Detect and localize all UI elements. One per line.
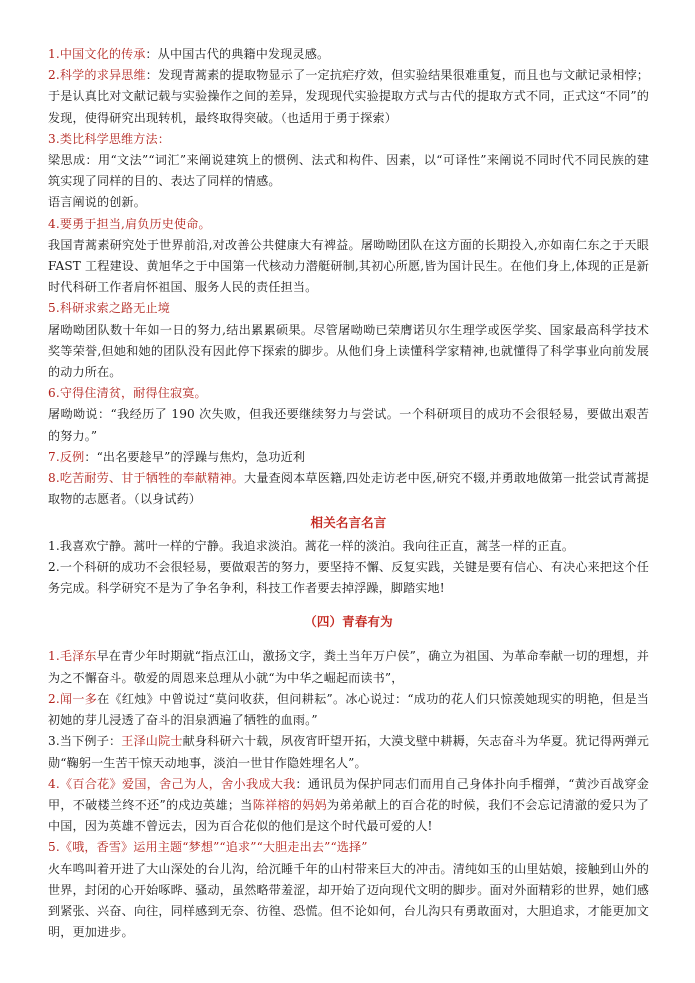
section-title-youth: （四）青春有为: [304, 614, 393, 630]
text-run: ：通讯员为保护同志们而用自己身体扑向手榴弹，“黄沙百战穿金甲，不破楼兰终不还”的戍边英雄；当: [48, 776, 649, 812]
paragraph: [48, 646, 649, 688]
point-text: ：发现青蒿素的提取物显示了一定抗疟疗效，但实验结果很难重复，而且也与文献记录相悖；于是认真比对文献记载与实验操作之间的差异，发现现代实验提取方式与古代的提取方式不同，正式这“不同”的发现，使得研究出现转机，最终取得突破。（也适用于勇于探索）: [48, 68, 650, 125]
paragraph: [48, 383, 649, 404]
paragraph: [48, 731, 649, 773]
text-run: 3.当下例子：: [48, 734, 122, 749]
paragraph: [48, 214, 649, 235]
highlight-text: 2.闻一多: [48, 691, 98, 706]
highlight-text: 1.毛泽东: [48, 649, 97, 664]
point-text: ：“出名要趁早”的浮躁与焦灼，急功近利: [84, 449, 306, 464]
paragraph: [48, 404, 649, 446]
paragraph: [48, 298, 649, 319]
paragraph: [48, 65, 649, 129]
point-text: 大量查阅本草医籍,四处走访老中医,研究不辍,并勇敢地做第一批尝试青蒿提取物的志愿者。（以身试药）: [48, 471, 649, 507]
point-heading: 2.科学的求异思维: [48, 68, 146, 83]
point-heading: 1.中国文化的传承: [48, 47, 146, 61]
text-run: 献身科研六十载，夙夜宵旰望开拓，大漠戈壁中耕耨，矢志奋斗为华夏。犹记得两弹元勋“鞠躬一生苦干惊天动地事，淡泊一世甘作隐姓埋名人”。: [48, 734, 649, 770]
paragraph: [48, 44, 649, 65]
text-run: 早在青少年时期就“指点江山，激扬文字，粪土当年万户侯”，确立为祖国、为革命奉献一切的理想，并为之不懈奋斗。敬爱的周恩来总理从小就“为中华之崛起而读书”，: [48, 649, 649, 685]
highlight-text: 陈祥榕的妈妈: [252, 797, 328, 812]
quotes-list: [48, 536, 649, 600]
text-run: 在《红烛》中曾说过“莫问收获，但问耕耘”。冰心说过：“成功的花人们只惊羡她现实的明艳，但是当初她的芽儿浸透了奋斗的泪泉洒遍了牺牲的血雨。”: [48, 691, 649, 728]
paragraph: [48, 129, 649, 150]
point-text: 屠呦呦说：“我经历了 190 次失败，但我还要继续努力与尝试。一个科研项目的成功不会很轻易，要做出艰苦的努力。”: [48, 407, 649, 443]
point-text: ：从中国古代的典籍中发现灵感。: [145, 47, 330, 61]
point-text: 梁思成：用“文法”“词汇”来阐说建筑上的惯例、法式和构件、因素，以“可译性”来阐说不同时代不同民族的建筑实现了同样的目的、表达了同样的情感。: [48, 153, 649, 189]
point-text: 屠呦呦团队数十年如一日的努力,结出累累硕果。尽管屠呦呦已荣膺诺贝尔生理学或医学奖、国家最高科学技术奖等荣誉,但她和她的团队没有因此停下探索的脚步。从他们身上读懂科学家精神,也就懂得了科学事业向前发展的动力所在。: [48, 322, 649, 380]
paragraph: [48, 192, 649, 213]
highlight-text: 5.《哦，香雪》运用主题“梦想”“追求”“大胆走出去”“选择”: [48, 840, 368, 855]
paragraph: [48, 150, 649, 192]
quote-item: 1.我喜欢宁静。蒿叶一样的宁静。我追求淡泊。蒿花一样的淡泊。我向往正直，蒿茎一样的正直。: [48, 538, 575, 553]
point-text: 语言阐说的创新。: [48, 195, 146, 210]
point-heading: 4.要勇于担当,肩负历史使命。: [48, 216, 211, 231]
paragraph: [48, 837, 649, 858]
text-run: 为弟弟献上的百合花的时候，我们不会忘记清澈的爱只为了中国，因为英雄不曾远去，因为百合花似的他们是这个时代最可爱的人!: [48, 797, 650, 834]
paragraph: [48, 689, 649, 731]
highlight-text: 王泽山院士: [121, 734, 183, 749]
point-heading: 8.吃苦耐劳、甘于牺牲的奉献精神。: [48, 471, 245, 486]
paragraph: [48, 320, 649, 384]
quote-item: 2.一个科研的成功不会很轻易，要做艰苦的努力，要坚持不懈、反复实践，关键是要有信心、有决心来把这个任务完成。科学研究不是为了争名争利，科技工作者要去掉浮躁，脚踏实地!: [48, 559, 649, 596]
part-science-spirit: [48, 44, 649, 510]
text-run: 火车鸣叫着开进了大山深处的台儿沟，给沉睡千年的山村带来巨大的冲击。清纯如玉的山里姑娘，接触到山外的世界，封闭的心开始啄晔、骚动，虽然略带羞涩，却开始了迈向现代文明的脚步。面对外面精彩的世界，她们感到紧张、兴奋、向往，同样感到无奈、彷徨、恐慌。但不论如何，台儿沟只有勇敢面对，大胆追求，才能更加文明，更加进步。: [48, 861, 649, 940]
point-heading: 7.反例: [48, 449, 85, 464]
paragraph: [48, 468, 649, 510]
paragraph: [48, 235, 649, 299]
paragraph: [48, 859, 649, 944]
section-title-quotes: 相关名言名言: [310, 515, 387, 531]
highlight-text: 4.《百合花》爱国，舍己为人，舍小我成大我: [48, 776, 296, 791]
point-text: 我国青蒿素研究处于世界前沿,对改善公共健康大有裨益。屠呦呦团队在这方面的长期投入,亦如南仁东之于天眼 FAST 工程建设、黄旭华之于中国第一代核动力潜艇研制,其初心所愿,皆为国计民生。在他们身上,体现的正是新时代科研工作者肩怀祖国、服务人民的责任担当。: [48, 237, 649, 295]
point-heading: 5.科研求索之路无止境: [48, 301, 171, 316]
point-heading: 6.守得住清贫，耐得住寂寞。: [48, 386, 207, 401]
point-heading: 3.类比科学思维方法：: [48, 131, 171, 146]
part-youth: [48, 646, 649, 943]
paragraph: [48, 447, 649, 468]
paragraph: [48, 774, 649, 838]
